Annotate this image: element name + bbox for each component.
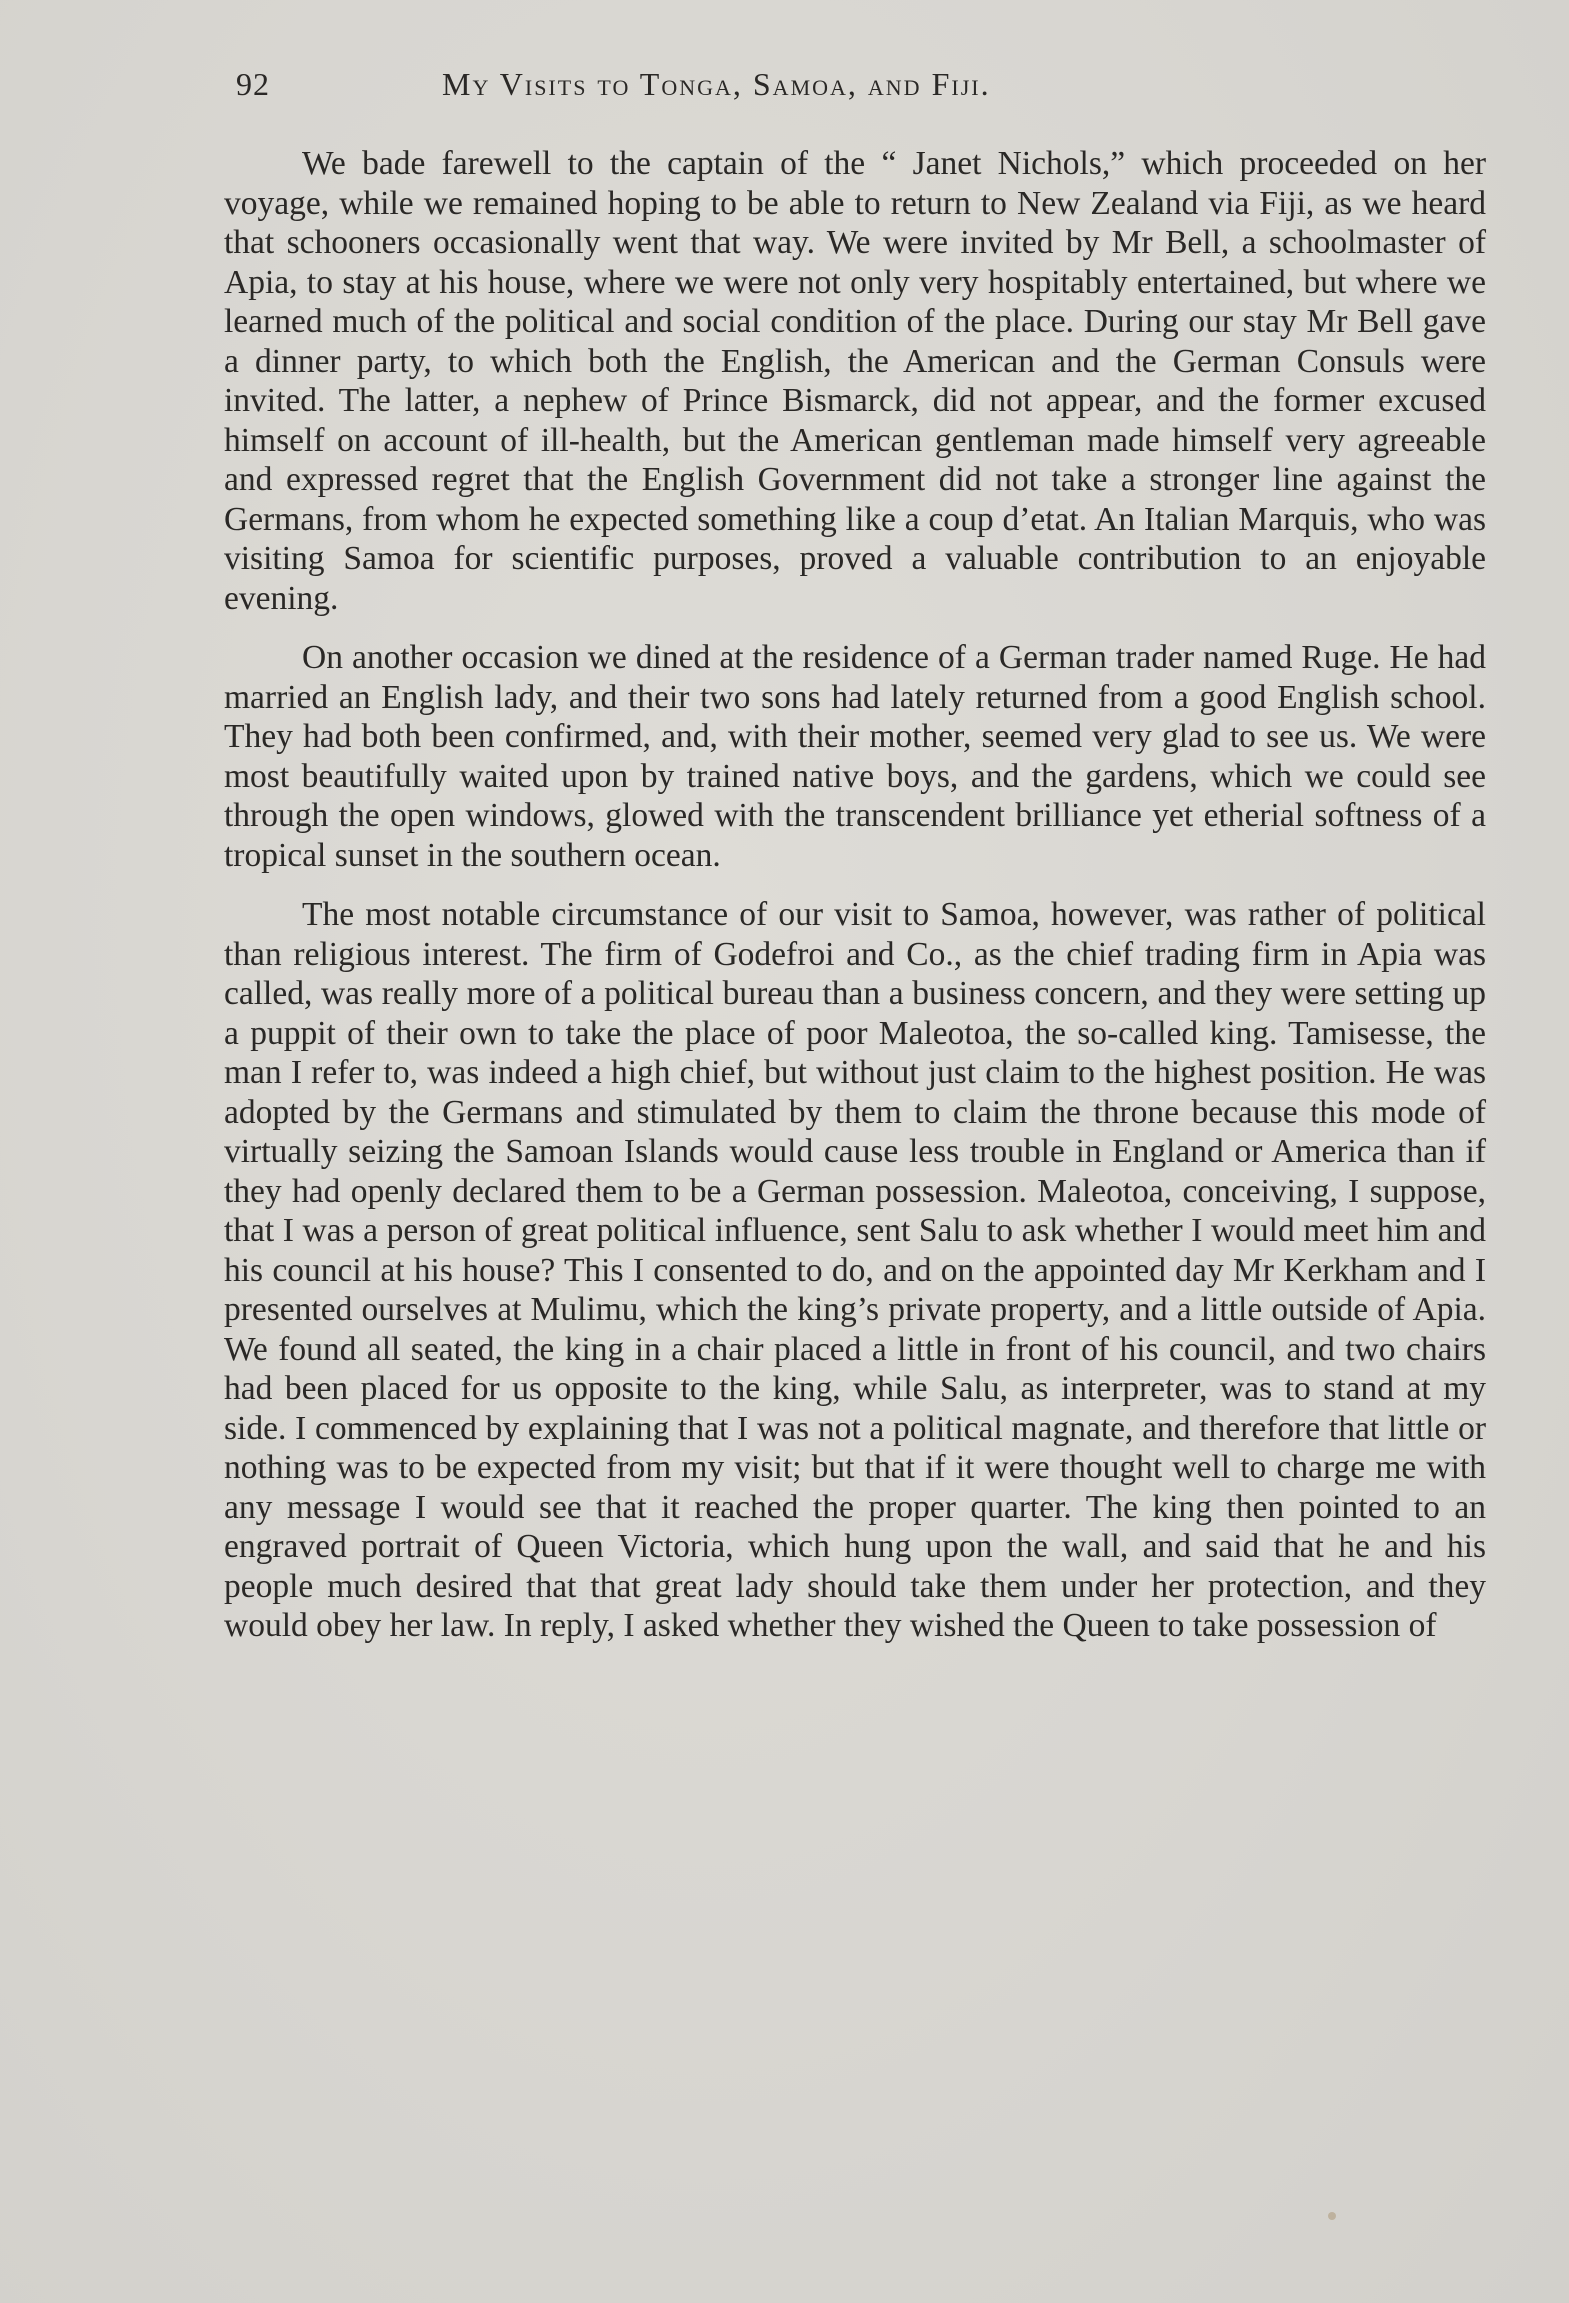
paper-stain-mark [1328,2212,1336,2220]
page-number: 92 [236,66,270,102]
paragraph-political-visit: The most notable circumstance of our visit to Samoa, however, was rather of political than religious interest. The firm of Godefroi and Co., as the chief trading firm in Apia was called, was really more of a political bureau than a business concern, and they were setting up a puppit of their own to take the place of poor Maleotoa, the so-called king. Tamisesse, the man I refer to, was indeed a high chief, but without just claim to the highest position. He was adopted by the Germans and stimulated by them to claim the throne because this mode of virtually seizing the Samoan Islands would cause less trouble in England or America than if they had openly declared them to be a German possession. Maleotoa, conceiving, I suppose, that I was a person of great political influence, sent Salu to ask whether I would meet him and his council at his house? This I consented to do, and on the appointed day Mr Kerkham and I presented ourselves at Mulimu, which the king’s private property, and a little outside of Apia. We found all seated, the king in a chair placed a little in front of his council, and two chairs had been placed for us opposite to the king, while Salu, as interpreter, was to stand at my side. I commenced by explaining that I was not a political magnate, and therefore that little or nothing was to be expected from my visit; but that if it were thought well to charge me with any message I would see that it reached the proper quarter. The king then pointed to an engraved portrait of Queen Victoria, which hung upon the wall, and said that he and his people much desired that that great lady should take them under her protection, and they would obey her law. In reply, I asked whether they wished the Queen to take possession of [224,896,1486,1644]
body-text [224,144,1486,1666]
running-title: My Visits to Tonga, Samoa, and Fiji. [442,66,991,102]
running-head [236,66,1272,116]
paragraph-dinner-ruge: On another occasion we dined at the residence of a German trader named Ruge. He had married an English lady, and their two sons had lately returned from a good English school. They had both been confirmed, and, with their mother, seemed very glad to see us. We were most beautifully waited upon by trained native boys, and the gardens, which we could see through the open windows, glowed with the transcendent brilliance yet etherial softness of a tropical sunset in the southern ocean. [224,639,1486,874]
paragraph-farewell: We bade farewell to the captain of the “ Janet Nichols,” which proceeded on her voyage, while we remained hoping to be able to return to New Zealand via Fiji, as we heard that schooners occasionally went that way. We were invited by Mr Bell, a schoolmaster of Apia, to stay at his house, where we were not only very hospitably entertained, but where we learned much of the political and social condition of the place. During our stay Mr Bell gave a dinner party, to which both the English, the American and the German Consuls were invited. The latter, a nephew of Prince Bismarck, did not appear, and the former excused himself on account of ill-health, but the American gentleman made himself very agreeable and expressed regret that the English Government did not take a stronger line against the Germans, from whom he expected something like a coup d’etat. An Italian Marquis, who was visiting Samoa for scientific purposes, proved a valuable contribution to an enjoyable evening. [224,145,1486,617]
